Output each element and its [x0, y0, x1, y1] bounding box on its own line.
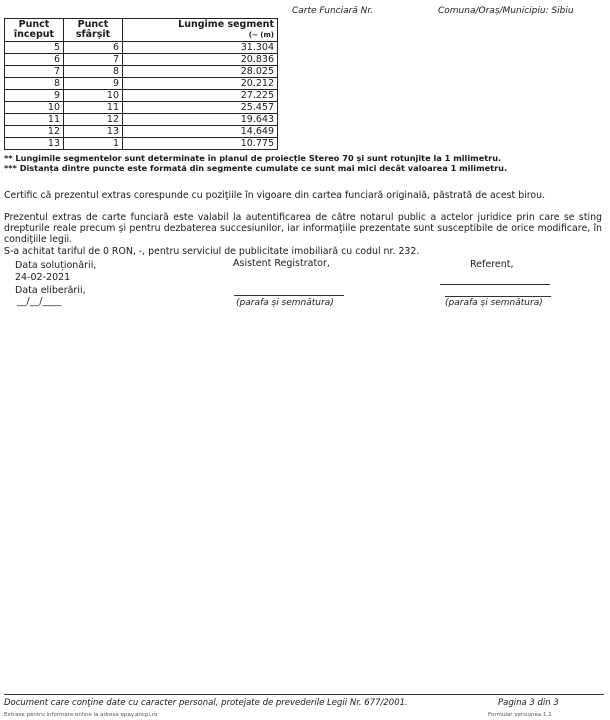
assistant-signature-line — [234, 295, 344, 296]
table-row — [5, 78, 278, 90]
certification-text: Certific că prezentul extras corespunde cu poziţiile în vigoare din cartea funciară originală, păstrată de acest birou. — [4, 190, 546, 201]
col-start-line2: început — [13, 29, 55, 40]
cell-length: 19.643 — [123, 114, 278, 126]
header-carte-funciara: Carte Funciară Nr. — [292, 6, 374, 16]
col-end-line1: Punct — [77, 19, 109, 30]
validity-text: Prezentul extras de carte funciară este valabil la autentificarea de către notarul public a actelor juridice prin care se sting drepturile reale precum și pentru dezbaterea succesiunilor, iar informaţiile prezentate sunt susceptibile de orice modificare, în condiţiile legii. — [4, 212, 602, 245]
cell-length: 25.457 — [123, 102, 278, 114]
segment-table-header — [5, 19, 278, 42]
table-row — [5, 126, 278, 138]
col-length-label: Lungime segment — [178, 19, 274, 30]
cell-end: 12 — [64, 114, 123, 126]
table-row — [5, 66, 278, 78]
table-row — [5, 138, 278, 150]
table-row — [5, 114, 278, 126]
col-length-header — [123, 19, 278, 42]
cell-length: 27.225 — [123, 90, 278, 102]
cell-start: 8 — [5, 78, 64, 90]
cell-length: 28.025 — [123, 66, 278, 78]
note-point-distance: *** Distanța dintre puncte este formată din segmente cumulate ce sunt mai mici decât valoarea 1 milimetru. — [4, 163, 508, 173]
cell-start: 7 — [5, 66, 64, 78]
table-row — [5, 42, 278, 54]
referent-stamp-line — [445, 296, 551, 297]
assistant-stamp-label: (parafa și semnătura) — [236, 298, 334, 308]
col-start-line1: Punct — [18, 19, 50, 30]
note-segment-lengths: ** Lungimile segmentelor sunt determinate în planul de proiecție Stereo 70 și sunt rotunjite la 1 milimetru. — [4, 153, 502, 163]
table-row — [5, 102, 278, 114]
table-row — [5, 54, 278, 66]
scan-gap — [0, 585, 610, 615]
referent-signature-line — [440, 284, 550, 285]
cell-end: 1 — [64, 138, 123, 150]
segment-table — [4, 18, 278, 150]
footer-tiny-right: Formular versiunea 1.1 — [488, 712, 552, 718]
cell-end: 10 — [64, 90, 123, 102]
cell-end: 7 — [64, 54, 123, 66]
col-start-header — [5, 19, 64, 42]
cell-length: 10.775 — [123, 138, 278, 150]
col-length-unit: (~ (m) — [248, 31, 274, 39]
fee-text: S-a achitat tariful de 0 RON, -, pentru serviciul de publicitate imobiliară cu codul nr. 232. — [4, 246, 420, 257]
cell-start: 9 — [5, 90, 64, 102]
cell-start: 11 — [5, 114, 64, 126]
cell-end: 9 — [64, 78, 123, 90]
release-date-blank: __/__/____ — [17, 296, 62, 307]
footer-disclaimer: Document care conţine date cu caracter personal, protejate de prevederile Legii Nr. 677/2001. — [4, 698, 408, 708]
solution-date: 24-02-2021 — [15, 272, 71, 283]
cell-start: 6 — [5, 54, 64, 66]
cell-length: 20.212 — [123, 78, 278, 90]
col-end-line2: sfârșit — [75, 29, 111, 40]
cell-start: 10 — [5, 102, 64, 114]
cell-start: 12 — [5, 126, 64, 138]
col-end-header — [64, 19, 123, 42]
cell-start: 5 — [5, 42, 64, 54]
footer-tiny-left: Extrase pentru informare online la adresa epay.ancpi.ro — [4, 712, 158, 718]
footer-rule — [4, 694, 604, 695]
table-row — [5, 90, 278, 102]
referent-stamp-label: (parafa și semnătura) — [445, 298, 543, 308]
cell-start: 13 — [5, 138, 64, 150]
assistant-registrar-label: Asistent Registrator, — [233, 258, 330, 269]
cell-length: 31.304 — [123, 42, 278, 54]
release-date-label: Data eliberării, — [15, 285, 86, 296]
page-number: Pagina 3 din 3 — [498, 698, 559, 708]
header-locality: Comuna/Oraș/Municipiu: Sibiu — [438, 6, 574, 16]
referent-label: Referent, — [470, 259, 514, 270]
solution-date-label: Data soluționării, — [15, 260, 97, 271]
cell-length: 14.649 — [123, 126, 278, 138]
cell-length: 20.836 — [123, 54, 278, 66]
cell-end: 11 — [64, 102, 123, 114]
cell-end: 8 — [64, 66, 123, 78]
cell-end: 13 — [64, 126, 123, 138]
cell-end: 6 — [64, 42, 123, 54]
